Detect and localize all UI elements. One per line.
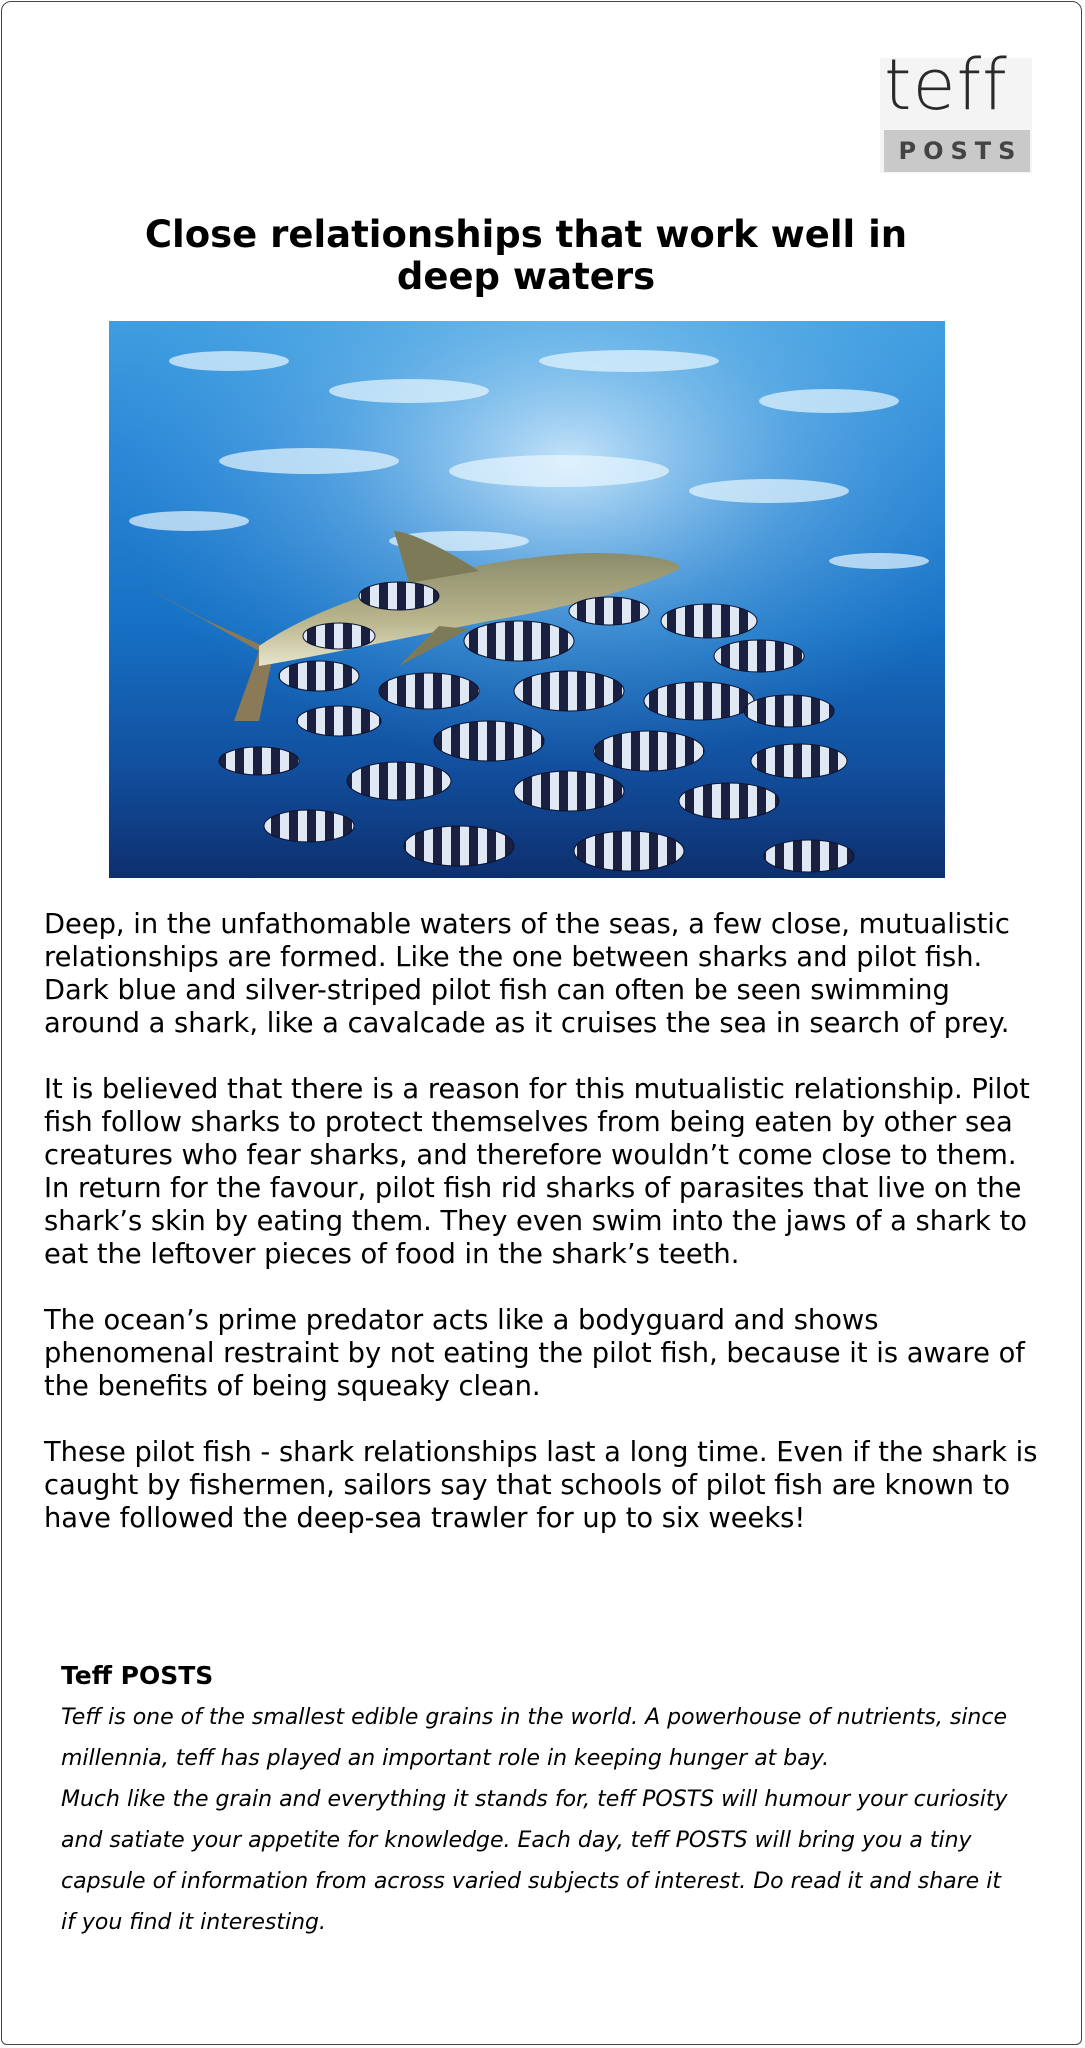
about-teff-posts	[61, 1659, 1021, 1943]
about-paragraph: Teff is one of the smallest edible grains in the world. A powerhouse of nutrients, since millennia, teff has played an important role in keeping hunger at bay.	[61, 1705, 1008, 1771]
article-body	[44, 908, 1044, 1568]
article-paragraph: It is believed that there is a reason for this mutualistic relationship. Pilot fish follow sharks to protect themselves from being eaten by other sea creatures who fear sharks, and therefore wouldn’t come close to them. In return for the favour, pilot fish rid sharks of parasites that live on the shark’s skin by eating them. They even swim into the jaws of a shark to eat the leftover pieces of food in the shark’s teeth.	[44, 1074, 1030, 1270]
shark-photo	[109, 321, 945, 878]
teff-posts-logo	[880, 44, 1032, 173]
about-heading: Teff POSTS	[61, 1661, 214, 1690]
page-title: Close relationships that work well in deep waters	[144, 213, 908, 298]
article-paragraph: These pilot fish - shark relationships last a long time. Even if the shark is caught by fishermen, sailors say that schools of pilot fish are known to have followed the deep-sea trawler for up to six weeks!	[44, 1437, 1038, 1534]
logo-tag: POSTS	[898, 137, 1023, 165]
article-paragraph: The ocean’s prime predator acts like a bodyguard and shows phenomenal restraint by not eating the pilot fish, because it is aware of the benefits of being squeaky clean.	[44, 1305, 1025, 1402]
logo-tag-bar	[884, 130, 1030, 172]
shark-and-pilot-fish-icon	[109, 321, 945, 878]
about-paragraph: Much like the grain and everything it stands for, teff POSTS will humour your curiosity and satiate your appetite for knowledge. Each day, teff POSTS will bring you a tiny capsule of information from across varied subjects of interest. Do read it and share it if you find it interesting.	[61, 1787, 1008, 1935]
article-paragraph: Deep, in the unfathomable waters of the seas, a few close, mutualistic relationships are formed. Like the one between sharks and pilot fish. Dark blue and silver-striped pilot fish can often be seen swimming around a shark, like a cavalcade as it cruises the sea in search of prey.	[44, 909, 1010, 1039]
logo-wordmark: teff	[884, 44, 1008, 126]
